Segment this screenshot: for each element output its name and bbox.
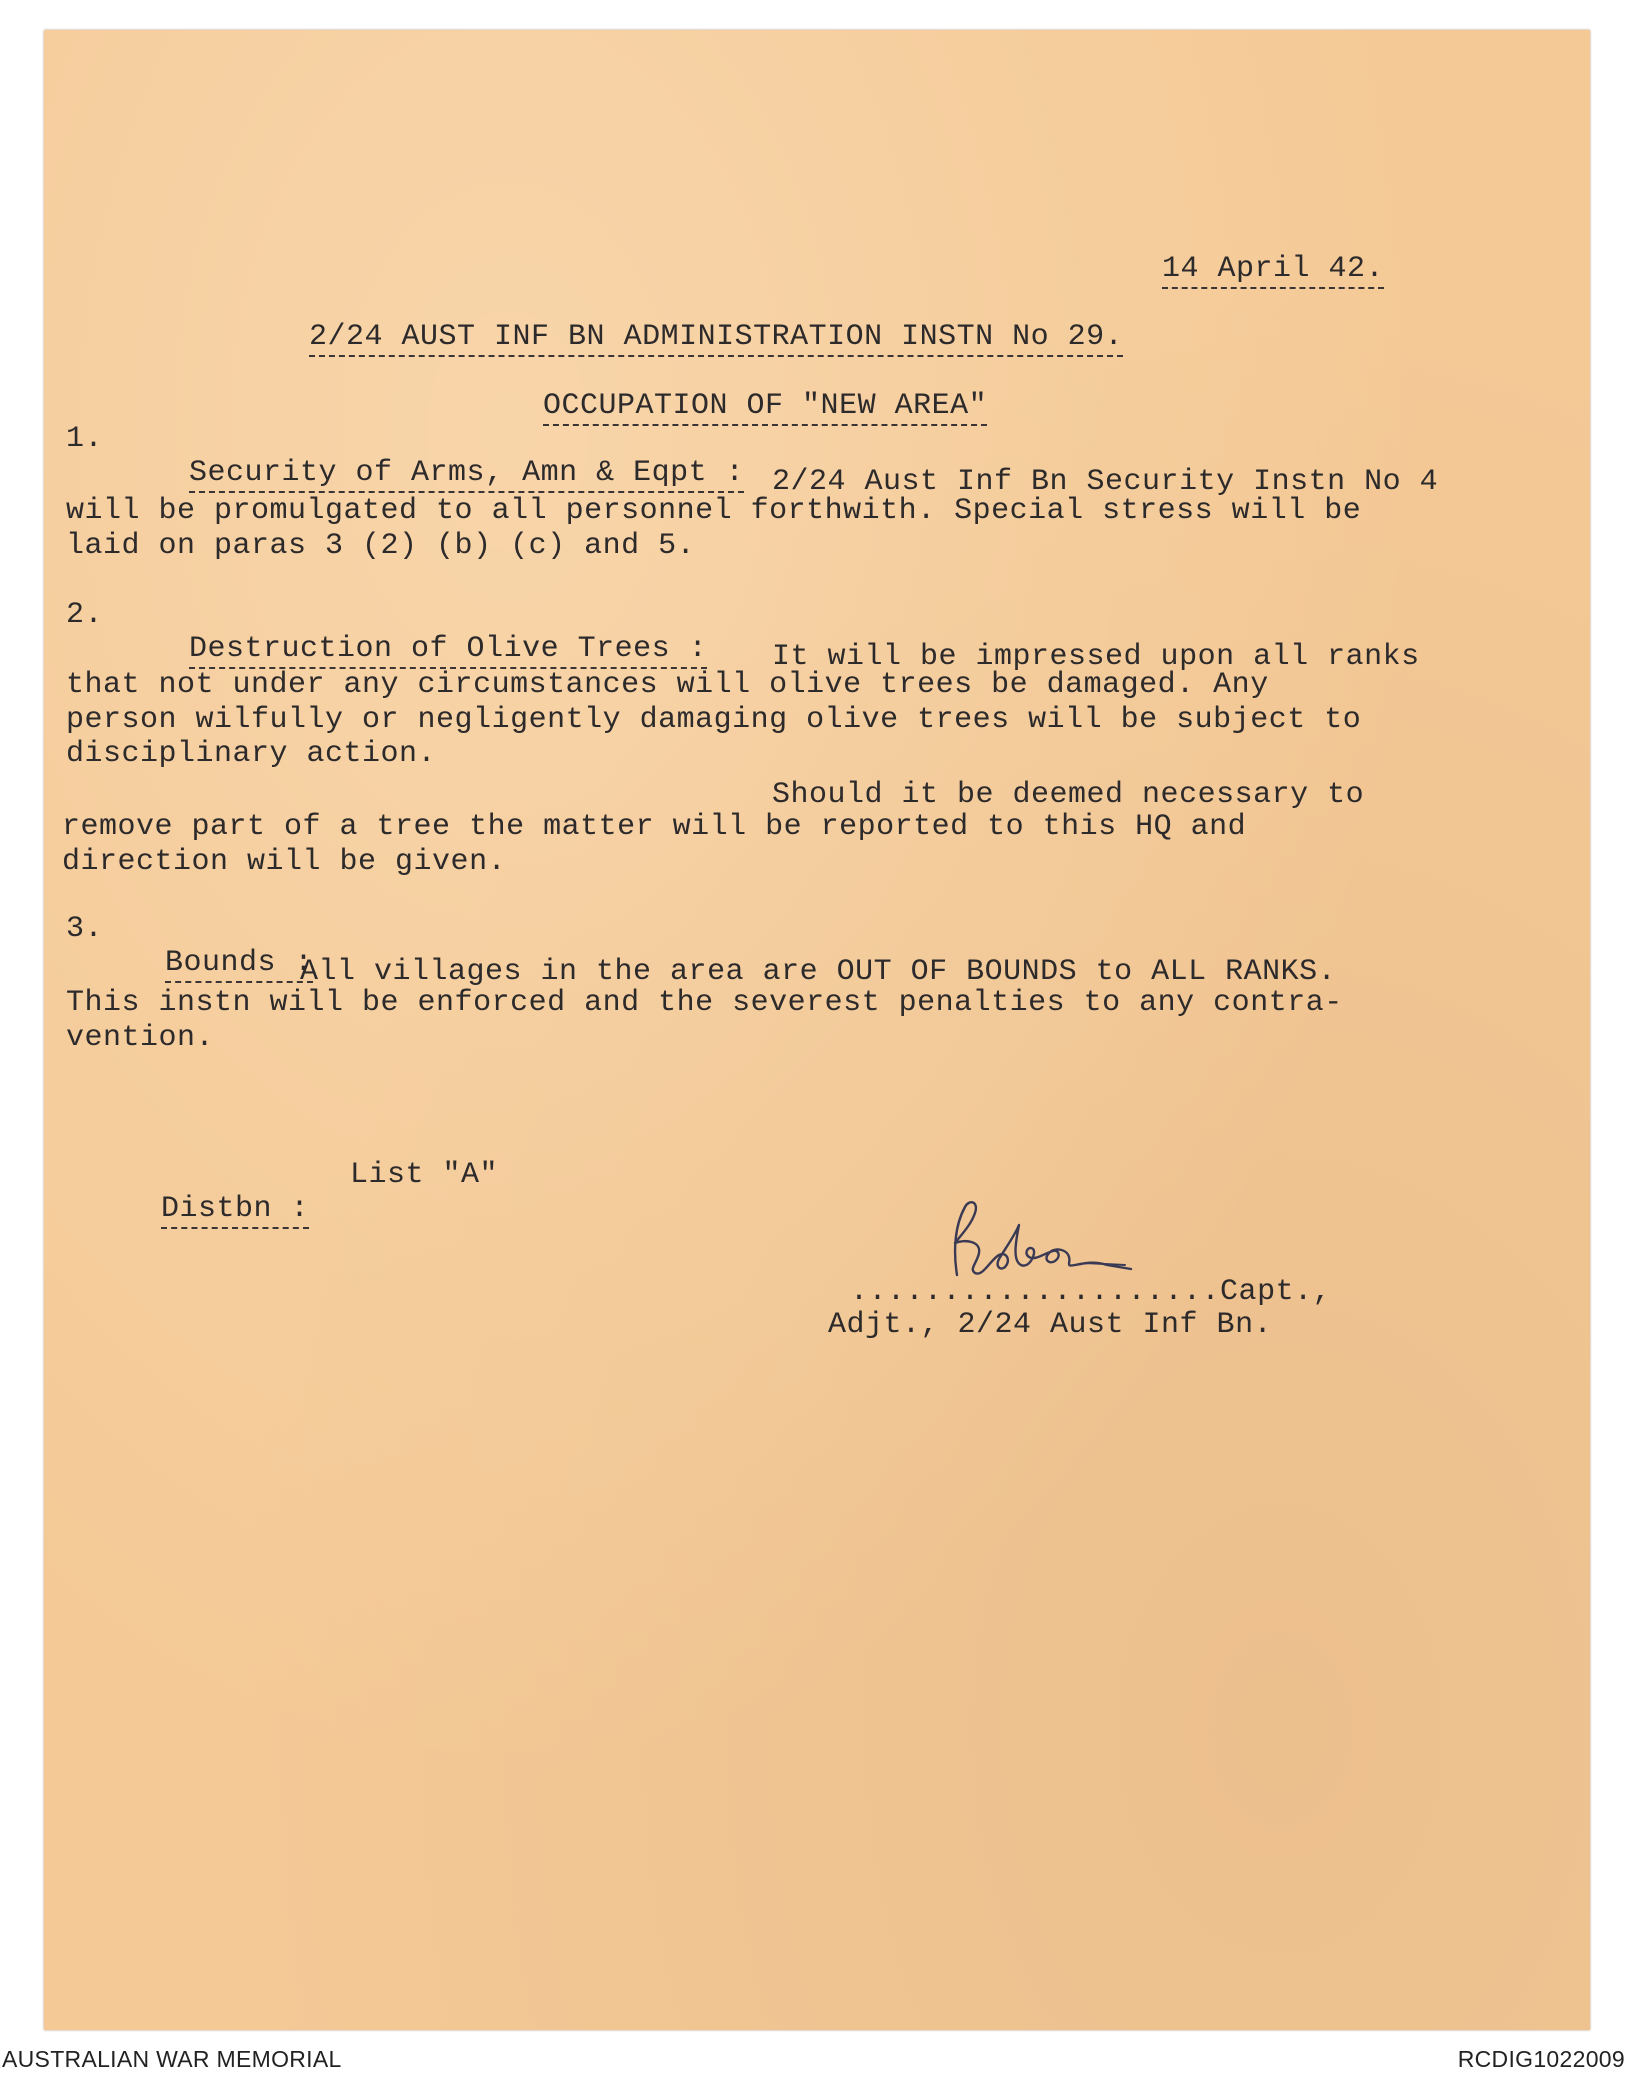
section-3-first-line: All villages in the area are OUT OF BOUNDS to ALL RANKS.: [300, 955, 1337, 989]
section-1-number: 1.: [66, 422, 104, 456]
footer-left-label: AUSTRALIAN WAR MEMORIAL: [2, 2046, 342, 2072]
section-1-first-line: 2/24 Aust Inf Bn Security Instn No 4: [772, 465, 1439, 499]
distribution-value: List "A": [350, 1158, 499, 1192]
section-2-body: that not under any circumstances will olive trees be damaged. Any person wilfully or negligently damaging olive trees will be subject to disciplinary action.: [66, 668, 1362, 771]
section-3-heading: [128, 912, 313, 980]
distribution-label: [124, 1158, 309, 1226]
section-3-body: This instn will be enforced and the severest penalties to any contra- vention.: [66, 986, 1343, 1055]
document-title-text: 2/24 AUST INF BN ADMINISTRATION INSTN No 29.: [309, 320, 1123, 357]
section-2-heading: [152, 598, 707, 666]
section-2-heading-text: Destruction of Olive Trees :: [189, 632, 707, 669]
section-3-heading-text: Bounds :: [165, 946, 313, 983]
section-1-body: will be promulgated to all personnel forthwith. Special stress will be laid on paras 3 (2) (b) (c) and 5.: [66, 494, 1362, 563]
section-2-number: 2.: [66, 598, 104, 632]
document-title: [272, 286, 1123, 354]
footer-right-label: RCDIG1022009: [1457, 2046, 1625, 2072]
section-2-para2-body: remove part of a tree the matter will be reported to this HQ and direction will be given.: [62, 810, 1247, 879]
document-date: [1125, 218, 1384, 286]
section-2-para2-first-line: Should it be deemed necessary to: [772, 778, 1365, 812]
section-1-heading-text: Security of Arms, Amn & Eqpt :: [189, 456, 744, 493]
document-date-text: 14 April 42.: [1162, 252, 1384, 289]
signature-line: ....................Capt.,: [850, 1275, 1332, 1309]
section-3-number: 3.: [66, 912, 104, 946]
section-1-heading: [152, 422, 744, 490]
document-subtitle-text: OCCUPATION OF "NEW AREA": [543, 389, 987, 426]
document-subtitle: [506, 355, 987, 423]
distribution-label-text: Distbn :: [161, 1192, 309, 1229]
signature-title: Adjt., 2/24 Aust Inf Bn.: [828, 1308, 1273, 1342]
section-2-first-line: It will be impressed upon all ranks: [772, 640, 1420, 674]
